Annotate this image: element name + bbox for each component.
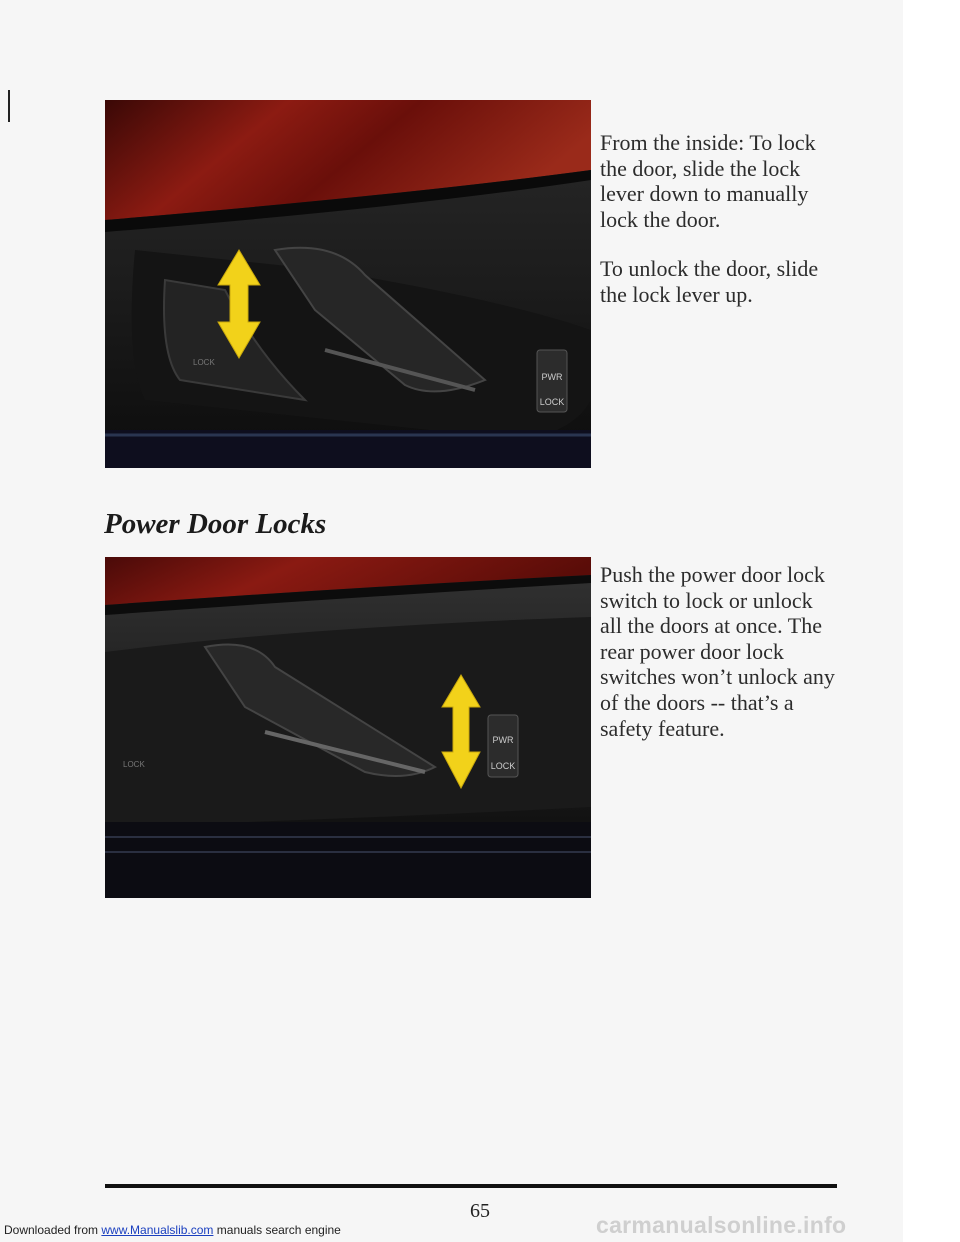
page-edge-strip [903, 0, 960, 1242]
lever-label: LOCK [123, 760, 145, 769]
power-lock-photo [105, 557, 591, 898]
page-number: 65 [470, 1200, 490, 1222]
margin-mark [8, 90, 10, 122]
switch-label-bottom: LOCK [539, 397, 565, 407]
footer-rule [105, 1184, 837, 1188]
footer-suffix: manuals search engine [213, 1223, 341, 1237]
switch-label-bottom: LOCK [490, 761, 516, 771]
manualslib-link[interactable]: www.Manualslib.com [101, 1223, 214, 1237]
switch-label-top: PWR [541, 372, 563, 382]
footer-prefix: Downloaded from [4, 1223, 102, 1237]
watermark: carmanualsonline.info [596, 1212, 847, 1238]
section-heading-power-door-locks: Power Door Locks [104, 508, 327, 540]
manual-lock-photo [105, 100, 591, 468]
paragraph-power-locks: Push the power door lock switch to lock or unlock all the doors at once. The rear power door lock switches won’t unlock any of the doors -- that’s a safety feature. [600, 562, 835, 741]
download-footer [4, 1223, 341, 1237]
paragraph-manual-unlock: To unlock the door, slide the lock lever up. [600, 256, 819, 307]
paragraph-manual-lock: From the inside: To lock the door, slide the lock lever down to manually lock the door. [600, 130, 816, 232]
switch-label-top: PWR [492, 735, 514, 745]
lever-label: LOCK [193, 358, 215, 367]
